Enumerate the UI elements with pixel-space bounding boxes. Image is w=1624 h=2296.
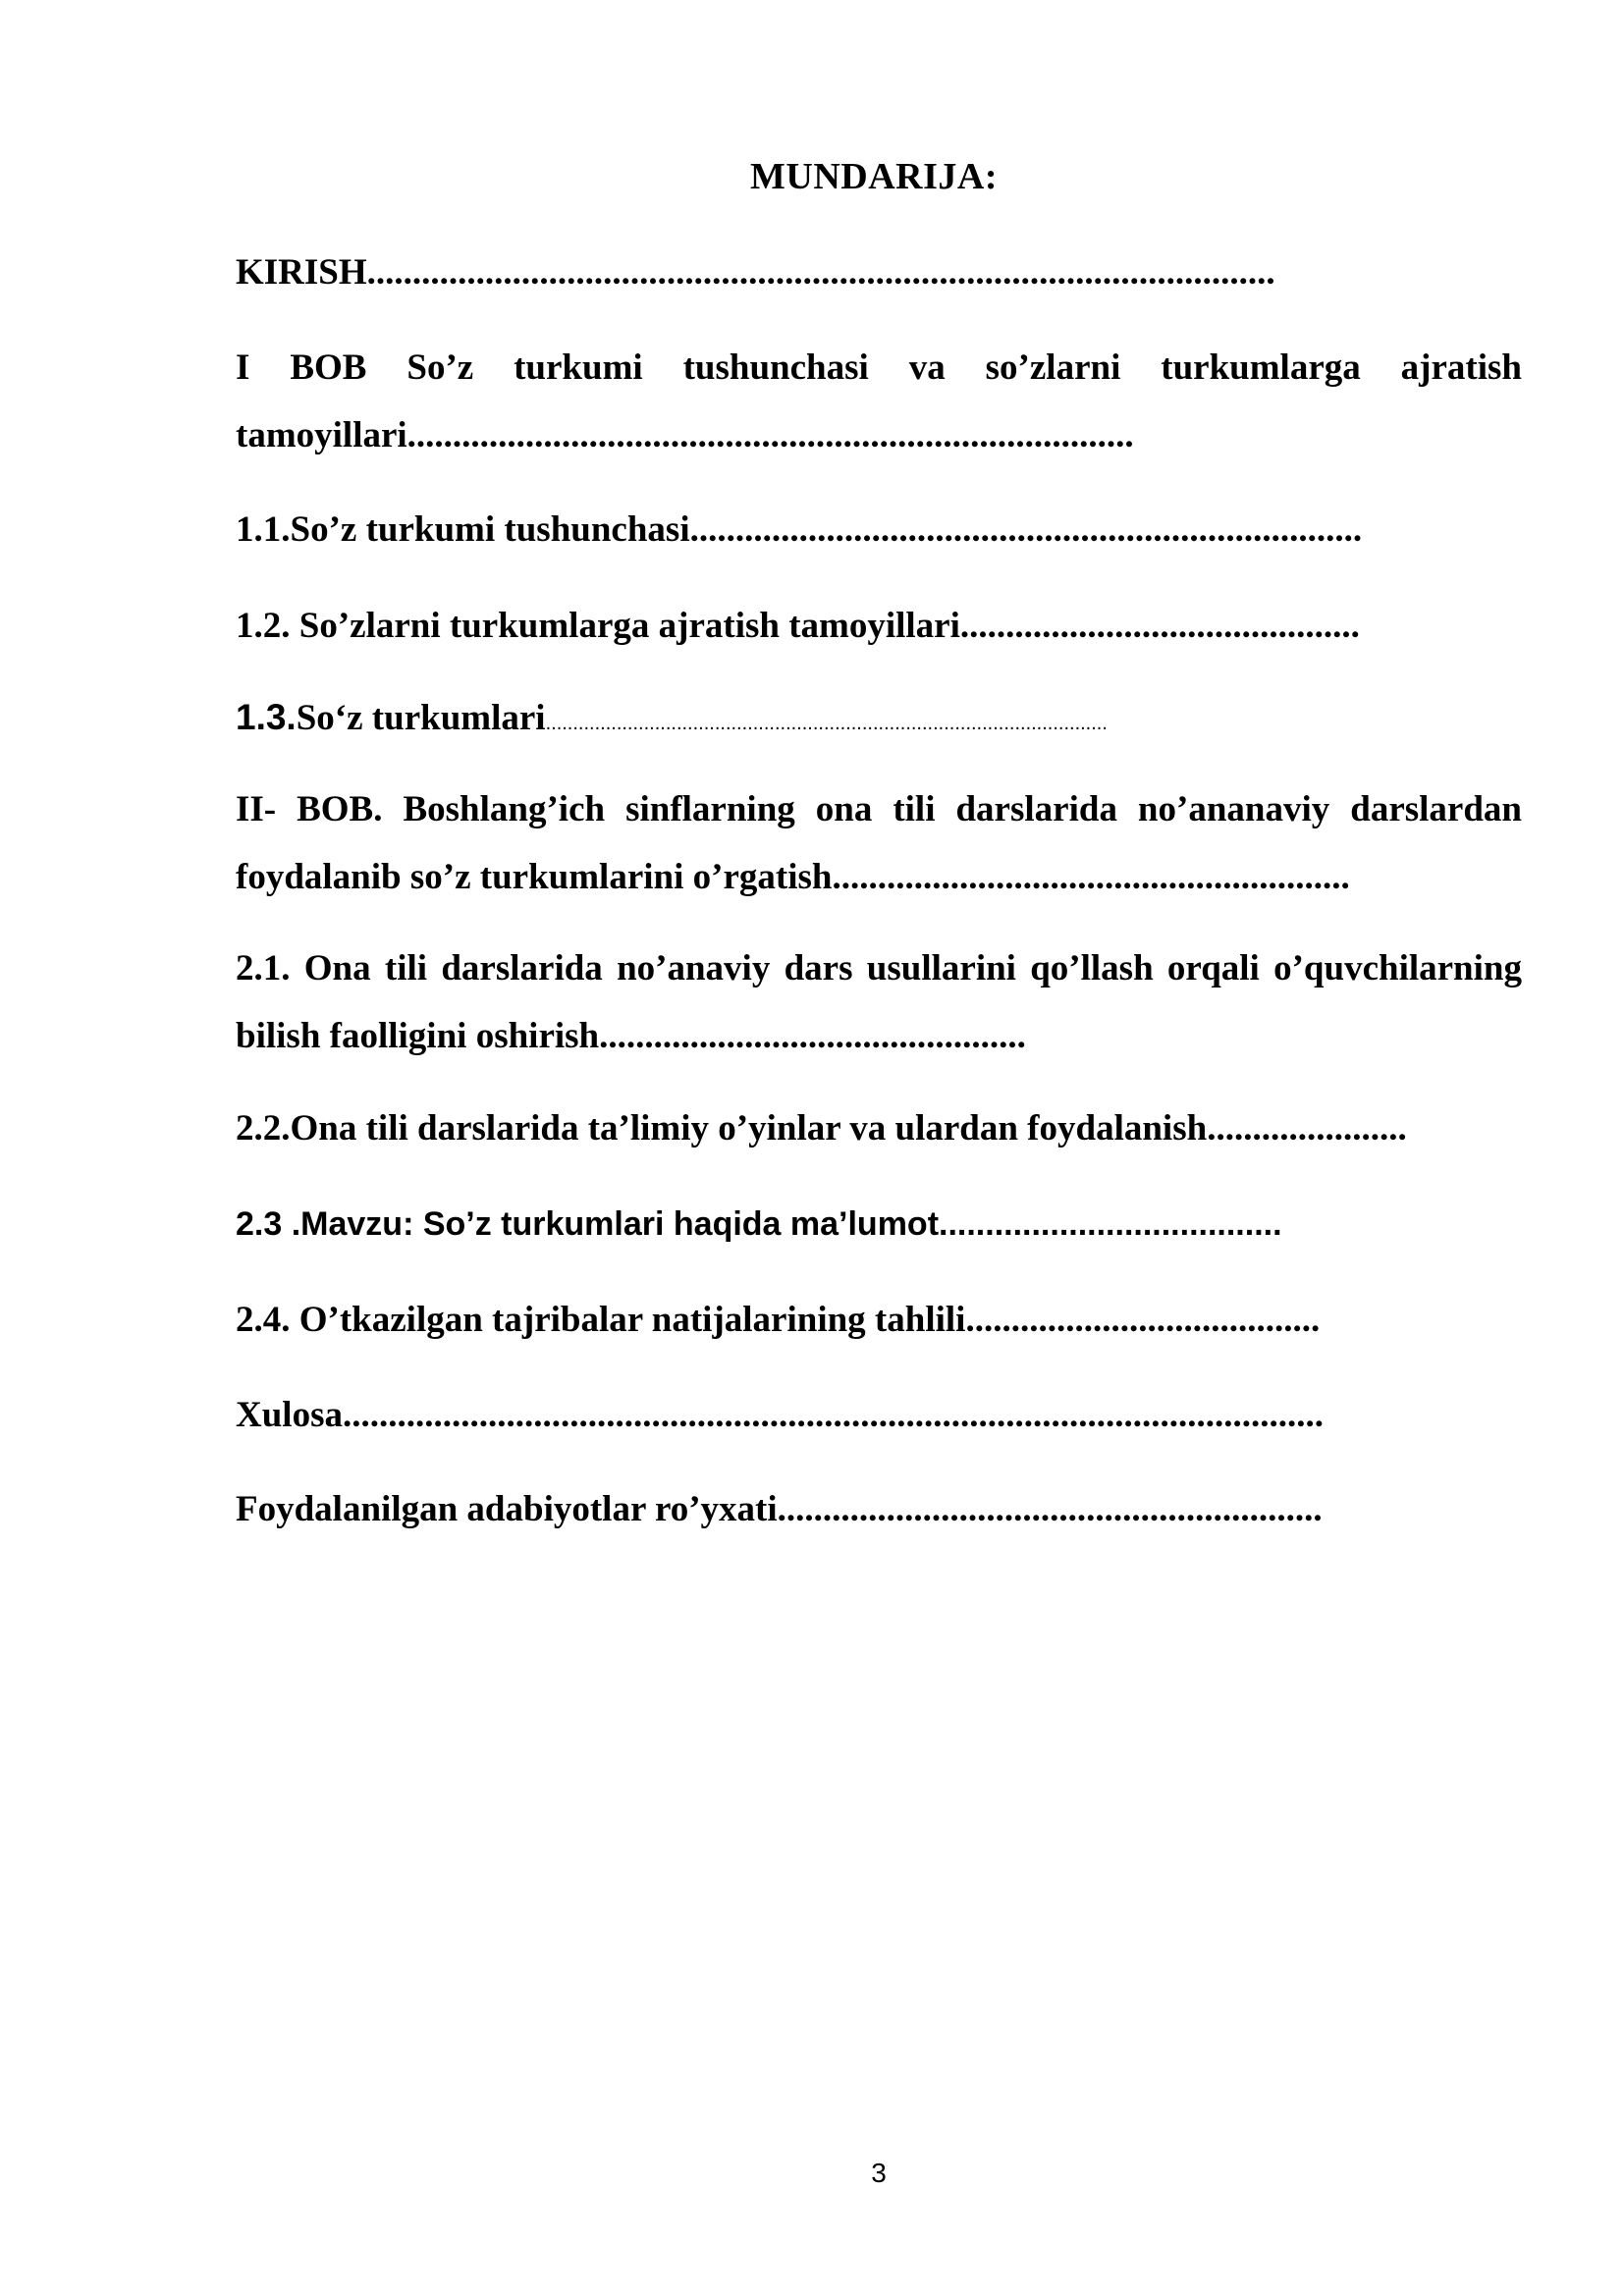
toc-entry-2-4: [236, 1286, 1522, 1354]
toc-entry-1-2: [236, 592, 1522, 660]
toc-entry-references: [236, 1475, 1522, 1543]
toc-entry-text: 1.1.So’z turkumi tushunchasi..........................................................................: [236, 509, 1363, 550]
toc-entry-text: 1.2. So’zlarni turkumlarga ajratish tamoyillari............................................: [236, 606, 1360, 646]
page-number: 3: [871, 2158, 887, 2188]
toc-entry-1-3: [236, 683, 1522, 758]
toc-entry-leader: .......................................................................................................: [545, 713, 1108, 734]
toc-entry-kirish: [236, 239, 1522, 306]
toc-entry-text: KIRISH....................................................................................................: [236, 252, 1275, 293]
toc-entry-chapter-1: [236, 334, 1522, 469]
toc-entry-text: 2.2.Ona tili darslarida ta’limiy o’yinlar va ulardan foydalanish......................: [236, 1108, 1407, 1148]
toc-entry-text: Foydalanilgan adabiyotlar ro’yxati............................................................: [236, 1489, 1323, 1529]
toc-entry-1-1: [236, 496, 1522, 563]
toc-entry-text: 2.3 .Mavzu: So’z turkumlari haqida ma’lumot.....................................: [236, 1205, 1282, 1243]
toc-entry-text: Xulosa............................................................................................................: [236, 1395, 1324, 1435]
toc-entry-text: II- BOB. Boshlang’ich sinflarning ona tili darslarida no’ananaviy darslardan foydalanib so’z turkumlarini o’rgatish.........................................................: [236, 789, 1522, 897]
toc-entry-prefix: 1.3.: [236, 697, 297, 737]
toc-entry-chapter-2: [236, 775, 1522, 911]
toc-entry-text: So‘z turkumlari: [296, 698, 546, 738]
toc-entry-text: 2.4. O’tkazilgan tajribalar natijalarining tahlili.......................................: [236, 1300, 1321, 1340]
toc-entry-text: I BOB So’z turkumi tushunchasi va so’zlarni turkumlarga ajratish tamoyillari................................................................................: [236, 347, 1522, 455]
toc-entry-2-1: [236, 934, 1522, 1070]
toc-entry-2-3: [236, 1191, 1522, 1258]
toc-entry-2-2: [236, 1095, 1522, 1162]
toc-entry-xulosa: [236, 1381, 1522, 1449]
toc-entry-text: 2.1. Ona tili darslarida no’anaviy dars usullarini qo’llash orqali o’quvchilarning bilish faolligini oshirish...............................................: [236, 948, 1522, 1056]
page-title: MUNDARIJA:: [750, 156, 998, 197]
